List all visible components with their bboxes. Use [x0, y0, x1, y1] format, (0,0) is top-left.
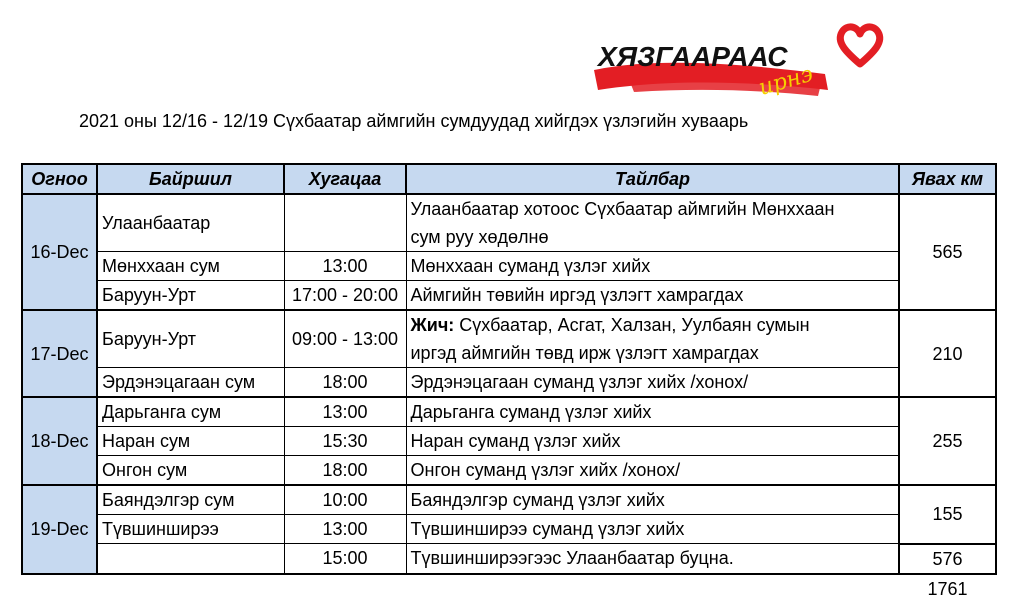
total-row — [22, 574, 996, 603]
header-location: Байршил — [97, 164, 284, 194]
date-cell: 18-Dec — [22, 397, 97, 485]
note-cell — [406, 194, 899, 252]
table-row — [22, 427, 996, 456]
note-cell — [406, 310, 899, 368]
note-cell: Наран суманд үзлэг хийх — [406, 427, 899, 456]
note-cell: Баяндэлгэр суманд үзлэг хийх — [406, 485, 899, 515]
table-row — [22, 456, 996, 486]
location-cell: Баяндэлгэр сум — [97, 485, 284, 515]
note-cell: Дарьганга суманд үзлэг хийх — [406, 397, 899, 427]
note-line: Улаанбаатар хотоос Сүхбаатар аймгийн Мөнххаан — [410, 199, 835, 219]
header-note: Тайлбар — [406, 164, 899, 194]
km-cell: 576 — [899, 544, 996, 574]
time-cell: 15:00 — [284, 544, 406, 574]
header-km: Явах км — [899, 164, 996, 194]
header-date: Огноо — [22, 164, 97, 194]
location-cell: Мөнххаан сум — [97, 252, 284, 281]
table-row — [22, 544, 996, 574]
table-row — [22, 281, 996, 311]
date-cell: 19-Dec — [22, 485, 97, 574]
note-line: Сүхбаатар, Асгат, Халзан, Уулбаян сумын — [454, 315, 810, 335]
location-cell: Наран сум — [97, 427, 284, 456]
location-cell: Дарьганга сум — [97, 397, 284, 427]
time-cell: 18:00 — [284, 456, 406, 486]
location-cell: Баруун-Урт — [97, 281, 284, 311]
logo-script-text: ирнэ — [756, 61, 816, 101]
time-cell: 13:00 — [284, 252, 406, 281]
time-cell: 15:30 — [284, 427, 406, 456]
location-cell: Улаанбаатар — [97, 194, 284, 252]
table-row — [22, 310, 996, 368]
note-bold-label: Жич: — [410, 315, 455, 335]
km-cell: 565 — [899, 194, 996, 310]
note-cell: Мөнххаан суманд үзлэг хийх — [406, 252, 899, 281]
header-time: Хугацаа — [284, 164, 406, 194]
page-title: 2021 оны 12/16 - 12/19 Сүхбаатар аймгийн сумдуудад хийгдэх үзлэгийн хуваарь — [79, 111, 749, 131]
time-cell: 13:00 — [284, 397, 406, 427]
table-row — [22, 368, 996, 398]
location-cell: Түвшинширээ — [97, 515, 284, 544]
schedule-table — [21, 163, 997, 603]
note-cell: Түвшинширээгээс Улаанбаатар буцна. — [406, 544, 899, 574]
table-row — [22, 515, 996, 544]
logo-text: ХЯЗГААРААС — [598, 41, 788, 72]
table-row — [22, 485, 996, 515]
note-cell: Онгон суманд үзлэг хийх /хонох/ — [406, 456, 899, 486]
date-cell: 16-Dec — [22, 194, 97, 310]
km-cell: 155 — [899, 485, 996, 544]
location-cell: Баруун-Урт — [97, 310, 284, 368]
total-km: 1761 — [927, 578, 968, 599]
date-cell: 17-Dec — [22, 310, 97, 397]
time-cell: 13:00 — [284, 515, 406, 544]
logo — [590, 18, 900, 108]
location-cell: Эрдэнэцагаан сум — [97, 368, 284, 398]
note-line: иргэд аймгийн төвд ирж үзлэгт хамрагдах — [410, 343, 759, 363]
km-cell: 255 — [899, 397, 996, 485]
table-row — [22, 252, 996, 281]
table-header-row — [22, 164, 996, 194]
location-cell — [97, 544, 284, 574]
time-cell: 10:00 — [284, 485, 406, 515]
km-cell: 210 — [899, 310, 996, 397]
time-cell — [284, 194, 406, 252]
location-cell: Онгон сум — [97, 456, 284, 486]
note-cell: Түвшинширээ суманд үзлэг хийх — [406, 515, 899, 544]
time-cell: 17:00 - 20:00 — [284, 281, 406, 311]
note-cell: Аймгийн төвийн иргэд үзлэгт хамрагдах — [406, 281, 899, 311]
note-cell: Эрдэнэцагаан суманд үзлэг хийх /хонох/ — [406, 368, 899, 398]
time-cell: 18:00 — [284, 368, 406, 398]
heart-icon — [840, 27, 880, 64]
note-line: сум руу хөдөлнө — [410, 227, 549, 247]
table-row — [22, 397, 996, 427]
time-cell: 09:00 - 13:00 — [284, 310, 406, 368]
table-row — [22, 194, 996, 252]
